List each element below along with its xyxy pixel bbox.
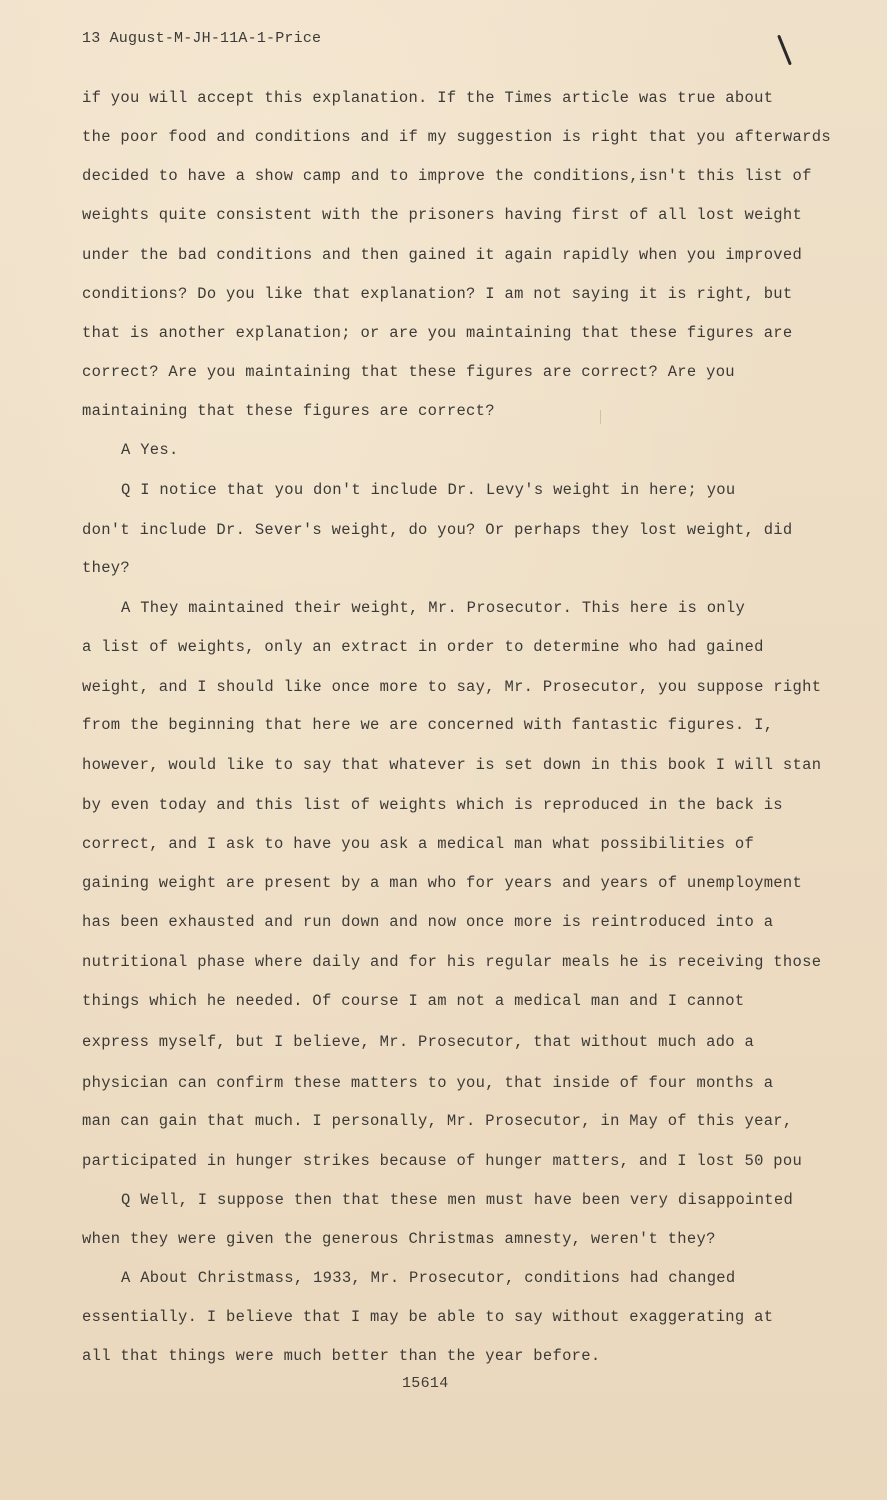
page-number: 15614 [402,1375,449,1392]
text-line: correct, and I ask to have you ask a medical man what possibilities of [82,835,755,853]
paper-mark [600,410,601,424]
text-line: when they were given the generous Christmas amnesty, weren't they? [82,1230,716,1248]
text-line: express myself, but I believe, Mr. Prosecutor, that without much ado a [82,1033,755,1051]
text-line: things which he needed. Of course I am not a medical man and I cannot [82,992,745,1010]
text-line: if you will accept this explanation. If the Times article was true about [82,89,774,107]
text-line: by even today and this list of weights which is reproduced in the back is [82,796,783,814]
text-line: gaining weight are present by a man who for years and years of unemployment [82,874,803,892]
text-line: physician can confirm these matters to you, that inside of four months a [82,1074,774,1092]
text-line: weights quite consistent with the prisoners having first of all lost weight [82,206,803,224]
text-line: A They maintained their weight, Mr. Prosecutor. This here is only [121,599,746,617]
text-line: Q Well, I suppose then that these men must have been very disappointed [121,1191,794,1209]
text-line: nutritional phase where daily and for his regular meals he is receiving those [82,953,822,971]
text-line: from the beginning that here we are concerned with fantastic figures. I, [82,716,774,734]
page-header: 13 August-M-JH-11A-1-Price [82,30,322,47]
text-line: they? [82,559,131,577]
text-line: the poor food and conditions and if my suggestion is right that you afterwards [82,128,831,146]
text-line: however, would like to say that whatever is set down in this book I will stan [82,756,822,774]
text-line: A About Christmass, 1933, Mr. Prosecutor, conditions had changed [121,1269,736,1287]
text-line: conditions? Do you like that explanation? I am not saying it is right, but [82,285,793,303]
text-line: has been exhausted and run down and now once more is reintroduced into a [82,913,774,931]
text-line: A Yes. [121,441,179,459]
text-line: decided to have a show camp and to improve the conditions,isn't this list of [82,167,812,185]
text-line: all that things were much better than the year before. [82,1347,601,1365]
text-line: under the bad conditions and then gained it again rapidly when you improved [82,246,803,264]
pencil-mark-icon [777,35,792,66]
text-line: man can gain that much. I personally, Mr. Prosecutor, in May of this year, [82,1112,793,1130]
text-line: essentially. I believe that I may be able to say without exaggerating at [82,1308,774,1326]
text-line: that is another explanation; or are you maintaining that these figures are [82,324,793,342]
text-line: don't include Dr. Sever's weight, do you? Or perhaps they lost weight, did [82,521,793,539]
text-line: correct? Are you maintaining that these figures are correct? Are you [82,363,735,381]
text-line: Q I notice that you don't include Dr. Levy's weight in here; you [121,481,736,499]
text-line: weight, and I should like once more to say, Mr. Prosecutor, you suppose right [82,678,822,696]
text-line: a list of weights, only an extract in order to determine who had gained [82,638,764,656]
text-line: maintaining that these figures are correct? [82,402,495,420]
text-line: participated in hunger strikes because of hunger matters, and I lost 50 pou [82,1152,803,1170]
